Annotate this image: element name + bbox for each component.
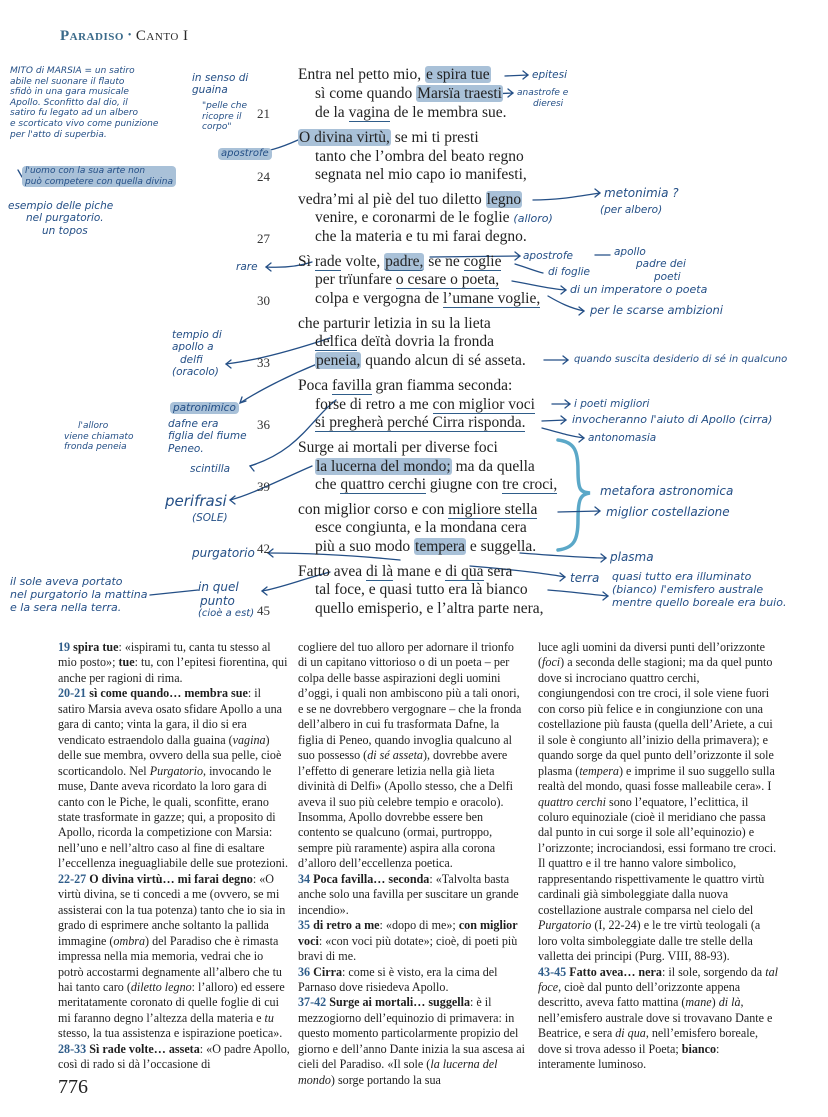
verse-34: Poca favilla gran fiamma seconda: — [298, 377, 513, 394]
note-imperatore: di un imperatore o poeta — [570, 283, 708, 296]
note-plasma: plasma — [610, 550, 654, 564]
verse-25: vedra’mi al piè del tuo diletto legno — [298, 191, 522, 208]
note-perifrasi: perifrasi — [165, 492, 227, 510]
note-sole-aveva: il sole aveva portato nel purgatorio la mattina e la sera nella terra. — [10, 575, 148, 614]
header-separator: • — [127, 30, 132, 41]
verse-21: de la vagina de le membra sue. — [315, 104, 507, 121]
note-in-quel-punto: in quel punto (cioè a est) — [198, 580, 255, 620]
note-pelle: "pelle che ricopre il corpo" — [202, 101, 247, 133]
comm-34: 34 Poca favilla… seconda: «Talvolta basta anche solo una favilla per suscitare un grande incendio». — [298, 871, 519, 917]
line-number: 27 — [257, 231, 270, 246]
hl-padre: padre, — [385, 253, 424, 270]
verse-41: esce congiunta, e la mondana cera — [315, 519, 527, 536]
line-number: 42 — [257, 541, 270, 556]
verse-38: la lucerna del mondo; ma da quella — [316, 458, 535, 475]
comm-37: 37-42 Surge ai mortali… suggella: è il mezzogiorno dell’equinozio di primavera: in questo momento particolarmente propizio del giorno e dell’anno Dante inizia la sua ascesa ai cieli del Paradiso. «Il sole (la lucerna del mondo) sorge portando la sua — [298, 995, 525, 1087]
comm-22: 22-27 O divina virtù… mi farai degno: «O virtù divina, se ti concedi a me (ovvero, se mi assisterai con la tua potenza) tanto che io sia in grado di esprimere anche soltanto la pallida immagine (ombra) del Paradiso che è rimasta impressa nella mia memoria, vedrai che io potrò accostarmi degnamente all’albero che tu hai tanto caro (diletto legno: l’alloro) ed essere meritatamente coronato di quelle foglie di cui mi faranno degno l’altezza della materia e tu stesso, la tua assistenza e ispirazione poetica». — [58, 871, 286, 1041]
hl-tempera: tempera — [415, 538, 465, 555]
commentary-column-3 — [538, 640, 778, 1073]
hl-legno: legno — [486, 191, 522, 208]
verse-28: Sì rade volte, padre, se ne coglie — [298, 253, 502, 270]
line-number: 30 — [257, 293, 270, 308]
note-scintilla: scintilla — [190, 463, 231, 475]
note-invocheranno: invocheranno l'aiuto di Apollo (cirra) — [572, 413, 773, 426]
note-apostrofe-2: apostrofe — [523, 250, 574, 262]
verse-37: Surge ai mortali per diverse foci — [298, 439, 498, 456]
note-purgatorio: purgatorio — [192, 546, 255, 560]
header-canto: Canto I — [135, 28, 189, 44]
note-alloro: (alloro) — [513, 212, 553, 225]
verse-30: colpa e vergogna de l’umane voglie, — [315, 290, 541, 307]
verse-36: si pregherà perché Cirra risponda. — [315, 414, 526, 431]
note-costellazione: miglior costellazione — [606, 505, 730, 519]
comm-43: 43-45 Fatto avea… nera: il sole, sorgendo da tal foce, cioè dal punto dell’orizzonte appena descritto, aveva fatto mattina (mane) di là, nell’emisfero australe dove si trovavano Dante e Beatrice, e sera di qua, nell’emisfero boreale, dove si trova adesso il Poeta; bianco: interamente luminoso. — [538, 964, 778, 1072]
note-apostrofe-1: apostrofe — [218, 148, 272, 160]
note-poeti-migliori: i poeti migliori — [574, 398, 650, 410]
hl-divina-virtu: O divina virtù, — [299, 129, 390, 146]
verse-44: tal foce, e quasi tutto era là bianco — [315, 581, 528, 598]
hl-spira-tue: e spira tue — [425, 66, 490, 83]
note-epitesi: epitesi — [532, 69, 568, 81]
note-di-foglie: di foglie — [548, 266, 590, 278]
brace-metafora — [558, 440, 590, 550]
verse-35: forse di retro a me con miglior voci — [315, 396, 535, 413]
note-senso-guaina: in senso di guaina — [192, 72, 249, 97]
hl-lucerna: la lucerna del mondo; — [316, 458, 451, 475]
note-dafne: dafne era figlia del fiume Peneo. — [168, 418, 247, 455]
page-number: 776 — [58, 1076, 88, 1098]
comm-28: 28-33 Sì rade volte… asseta: «O padre Apollo, così di rado si dà l’occasione di — [58, 1041, 290, 1072]
note-metafora: metafora astronomica — [600, 484, 734, 498]
verse-27: che la materia e tu mi farai degno. — [315, 228, 527, 245]
hl-marsia: Marsïa traesti — [417, 85, 502, 102]
arrow-quasi — [548, 590, 608, 596]
verse-20: sì come quando Marsïa traesti — [315, 85, 502, 102]
line-number: 45 — [257, 603, 270, 618]
verse-24: segnata nel mio capo io manifesti, — [315, 166, 527, 183]
comm-36: 36 Cirra: come si è visto, era la cima del Parnaso dove risiedeva Apollo. — [298, 964, 498, 994]
arrow-left-mattina — [150, 590, 198, 595]
arrow-epitesi — [505, 75, 528, 76]
line-number: 33 — [257, 355, 270, 370]
note-anastrofe: anastrofe e dieresi — [517, 88, 569, 109]
note-apollo-padre: apollo padre dei poeti — [614, 246, 686, 283]
note-esempio-piche: esempio delle piche nel purgatorio. un topos — [8, 200, 114, 237]
note-mito-marsia: MITO di MARSIA = un satiro abile nel suonare il flauto sfidò in una gara musicale Apollo. Sconfitto dal dio, il satiro fu legato ad un albero e scorticato vivo come punizione per l'atto di superbia. — [10, 66, 159, 140]
arrow-imperatore — [512, 281, 566, 290]
note-antonomasia: antonomasia — [588, 432, 657, 444]
verse-43: Fatto avea di là mane e di qua sera — [298, 563, 513, 580]
ul-vagina: vagina — [348, 104, 390, 121]
verse-29: per trïunfare o cesare o poeta, — [315, 271, 500, 288]
verse-26: venire, e coronarmi de le foglie (alloro) — [315, 209, 553, 226]
note-metonimia: metonimia ? — [604, 186, 679, 200]
verse-33: peneia, quando alcun di sé asseta. — [316, 352, 526, 369]
note-alloro-fronda: l'alloro viene chiamato fronda peneia — [64, 421, 134, 453]
line-number: 21 — [257, 106, 270, 121]
comm-28-cont: cogliere del tuo alloro per adornare il trionfo di un capitano vittorioso o di un poeta – per colpa delle basse aspirazioni degli uomini d’oggi, i quali non ambiscono più a tali onori, e se ne dovrebbero vergognare – che la fronda dell’albero in cui fu trasformata Dafne, la figlia di Peneo, quando invoglia qualcuno al suo possesso (di sé asseta), dovrebbe avere l’effetto di generare letizia nella già lieta divinità di Delfi» (Apollo stesso, che a Delfi aveva il suo più celebre tempio e oracolo). Insomma, Apollo dovrebbe essere ben contento se qualcuno (ormai, purtroppo, sempre più raramente) aspira alla corona d’alloro dell’eccellenza poetica. — [298, 640, 522, 871]
note-terra: terra — [570, 571, 600, 585]
comm-35: 35 di retro a me: «dopo di me»; con miglior voci: «con voci più dotate»; cioè, di poeti più bravi di me. — [298, 918, 518, 964]
line-number: 24 — [257, 169, 270, 184]
hl-peneia: peneia, — [316, 352, 361, 369]
note-uomo-arte: l'uomo con la sua arte non può competere con quella divina — [22, 166, 176, 187]
commentary-column-1 — [58, 640, 290, 1073]
note-quasi-tutto: quasi tutto era illuminato (bianco) l'emisfero australe mentre quello boreale era buio. — [612, 570, 787, 609]
verse-19: Entra nel petto mio, e spira tue — [298, 66, 490, 83]
verse-23: tanto che l’ombra del beato regno — [315, 148, 524, 165]
arrow-invocheranno — [542, 420, 566, 421]
arrow-foglie — [515, 264, 543, 273]
arrow-metonimia — [533, 193, 600, 200]
verse-39: che quattro cerchi giugne con tre croci, — [315, 476, 558, 493]
verse-45: quello emisperio, e l’altra parte nera, — [315, 600, 544, 617]
line-number: 39 — [257, 479, 270, 494]
note-scarse-ambizioni: per le scarse ambizioni — [590, 303, 723, 317]
arrow-costellazione — [558, 511, 600, 512]
verse-42: più a suo modo tempera e suggella. — [315, 538, 537, 555]
comm-19: 19 spira tue: «ispirami tu, canta tu stesso al mio posto»; tue: tu, con l’epitesi fiorentina, qui anche per ragioni di rima. — [58, 640, 288, 685]
comm-20: 20-21 sì come quando… membra sue: il satiro Marsia aveva osato sfidare Apollo a una gara di canto; vinta la gara, il dio si era vendicato estraendolo dalla guaina (vagina) delle sue membra, ovvero della sua pelle, cioè scorticandolo. Nel Purgatorio, invocando le muse, Dante aveva ricordato la loro gara di canto con le Piche, le quali, sconfitte, erano state trasformate in gazze; qui, a proposito di Apollo, ricorda la competizione con Marsia: nell’uno e nell’altro caso al fine di esaltare l’eccellenza ineguagliabile delle sue protezioni. — [58, 686, 289, 871]
verse-40: con miglior corso e con migliore stella — [298, 501, 538, 518]
arrow-scarse — [548, 296, 584, 311]
verse-32: delfica deïtà dovria la fronda — [315, 333, 495, 350]
header-part: Paradiso — [60, 28, 124, 44]
note-rare: rare — [236, 261, 258, 273]
verse-22: O divina virtù, se mi ti presti — [299, 129, 479, 146]
note-quando-suscita: quando suscita desiderio di sé in qualcuno — [574, 354, 788, 365]
note-tempio-apollo: tempio di apollo a delfi (oracolo) — [172, 329, 222, 379]
comm-37-cont: luce agli uomini da diversi punti dell’orizzonte (foci) a seconda delle stagioni; ma da quel punto dove si incrociano quattro cerchi, congiungendosi con tre croci, il sole viene fuori con corso più felice e in congiunzione con una costellazione più fausta (quella dell’Ariete, a cui il sole è congiunto all’inizio della primavera); e quando sorge da quel punto dell’orizzonte il sole plasma (tempera) e imprime il suo suggello sulla realtà del mondo, quasi fosse malleabile cera». I quattro cerchi sono l’equatore, l’eclittica, il coluro equinoziale (cioè il meridiano che passa dal punto in cui sorge il sole all’equinozio) e l’orizzonte; incrociandosi, essi formano tre croci. Il quattro e il tre hanno valore simbolico, rappresentando rispettivamente le quattro virtù cardinali già simboleggiate dalla nuova costellazione australe comparsa nel cielo del Purgatorio (I, 22-24) e le tre virtù teologali (a loro volta simboleggiate dalle tre stelle della valletta dei principi (Purg. VIII, 88-93). — [538, 640, 777, 964]
line-number: 36 — [257, 417, 270, 432]
verse-31: che parturir letizia in su la lieta — [298, 315, 491, 332]
commentary-column-2 — [298, 640, 526, 1088]
arrow-antonomasia — [542, 428, 584, 438]
note-per-albero: (per albero) — [600, 204, 663, 216]
note-sole: (SOLE) — [192, 512, 228, 524]
note-patronimico: patronimico — [170, 402, 239, 414]
running-header — [60, 28, 189, 45]
